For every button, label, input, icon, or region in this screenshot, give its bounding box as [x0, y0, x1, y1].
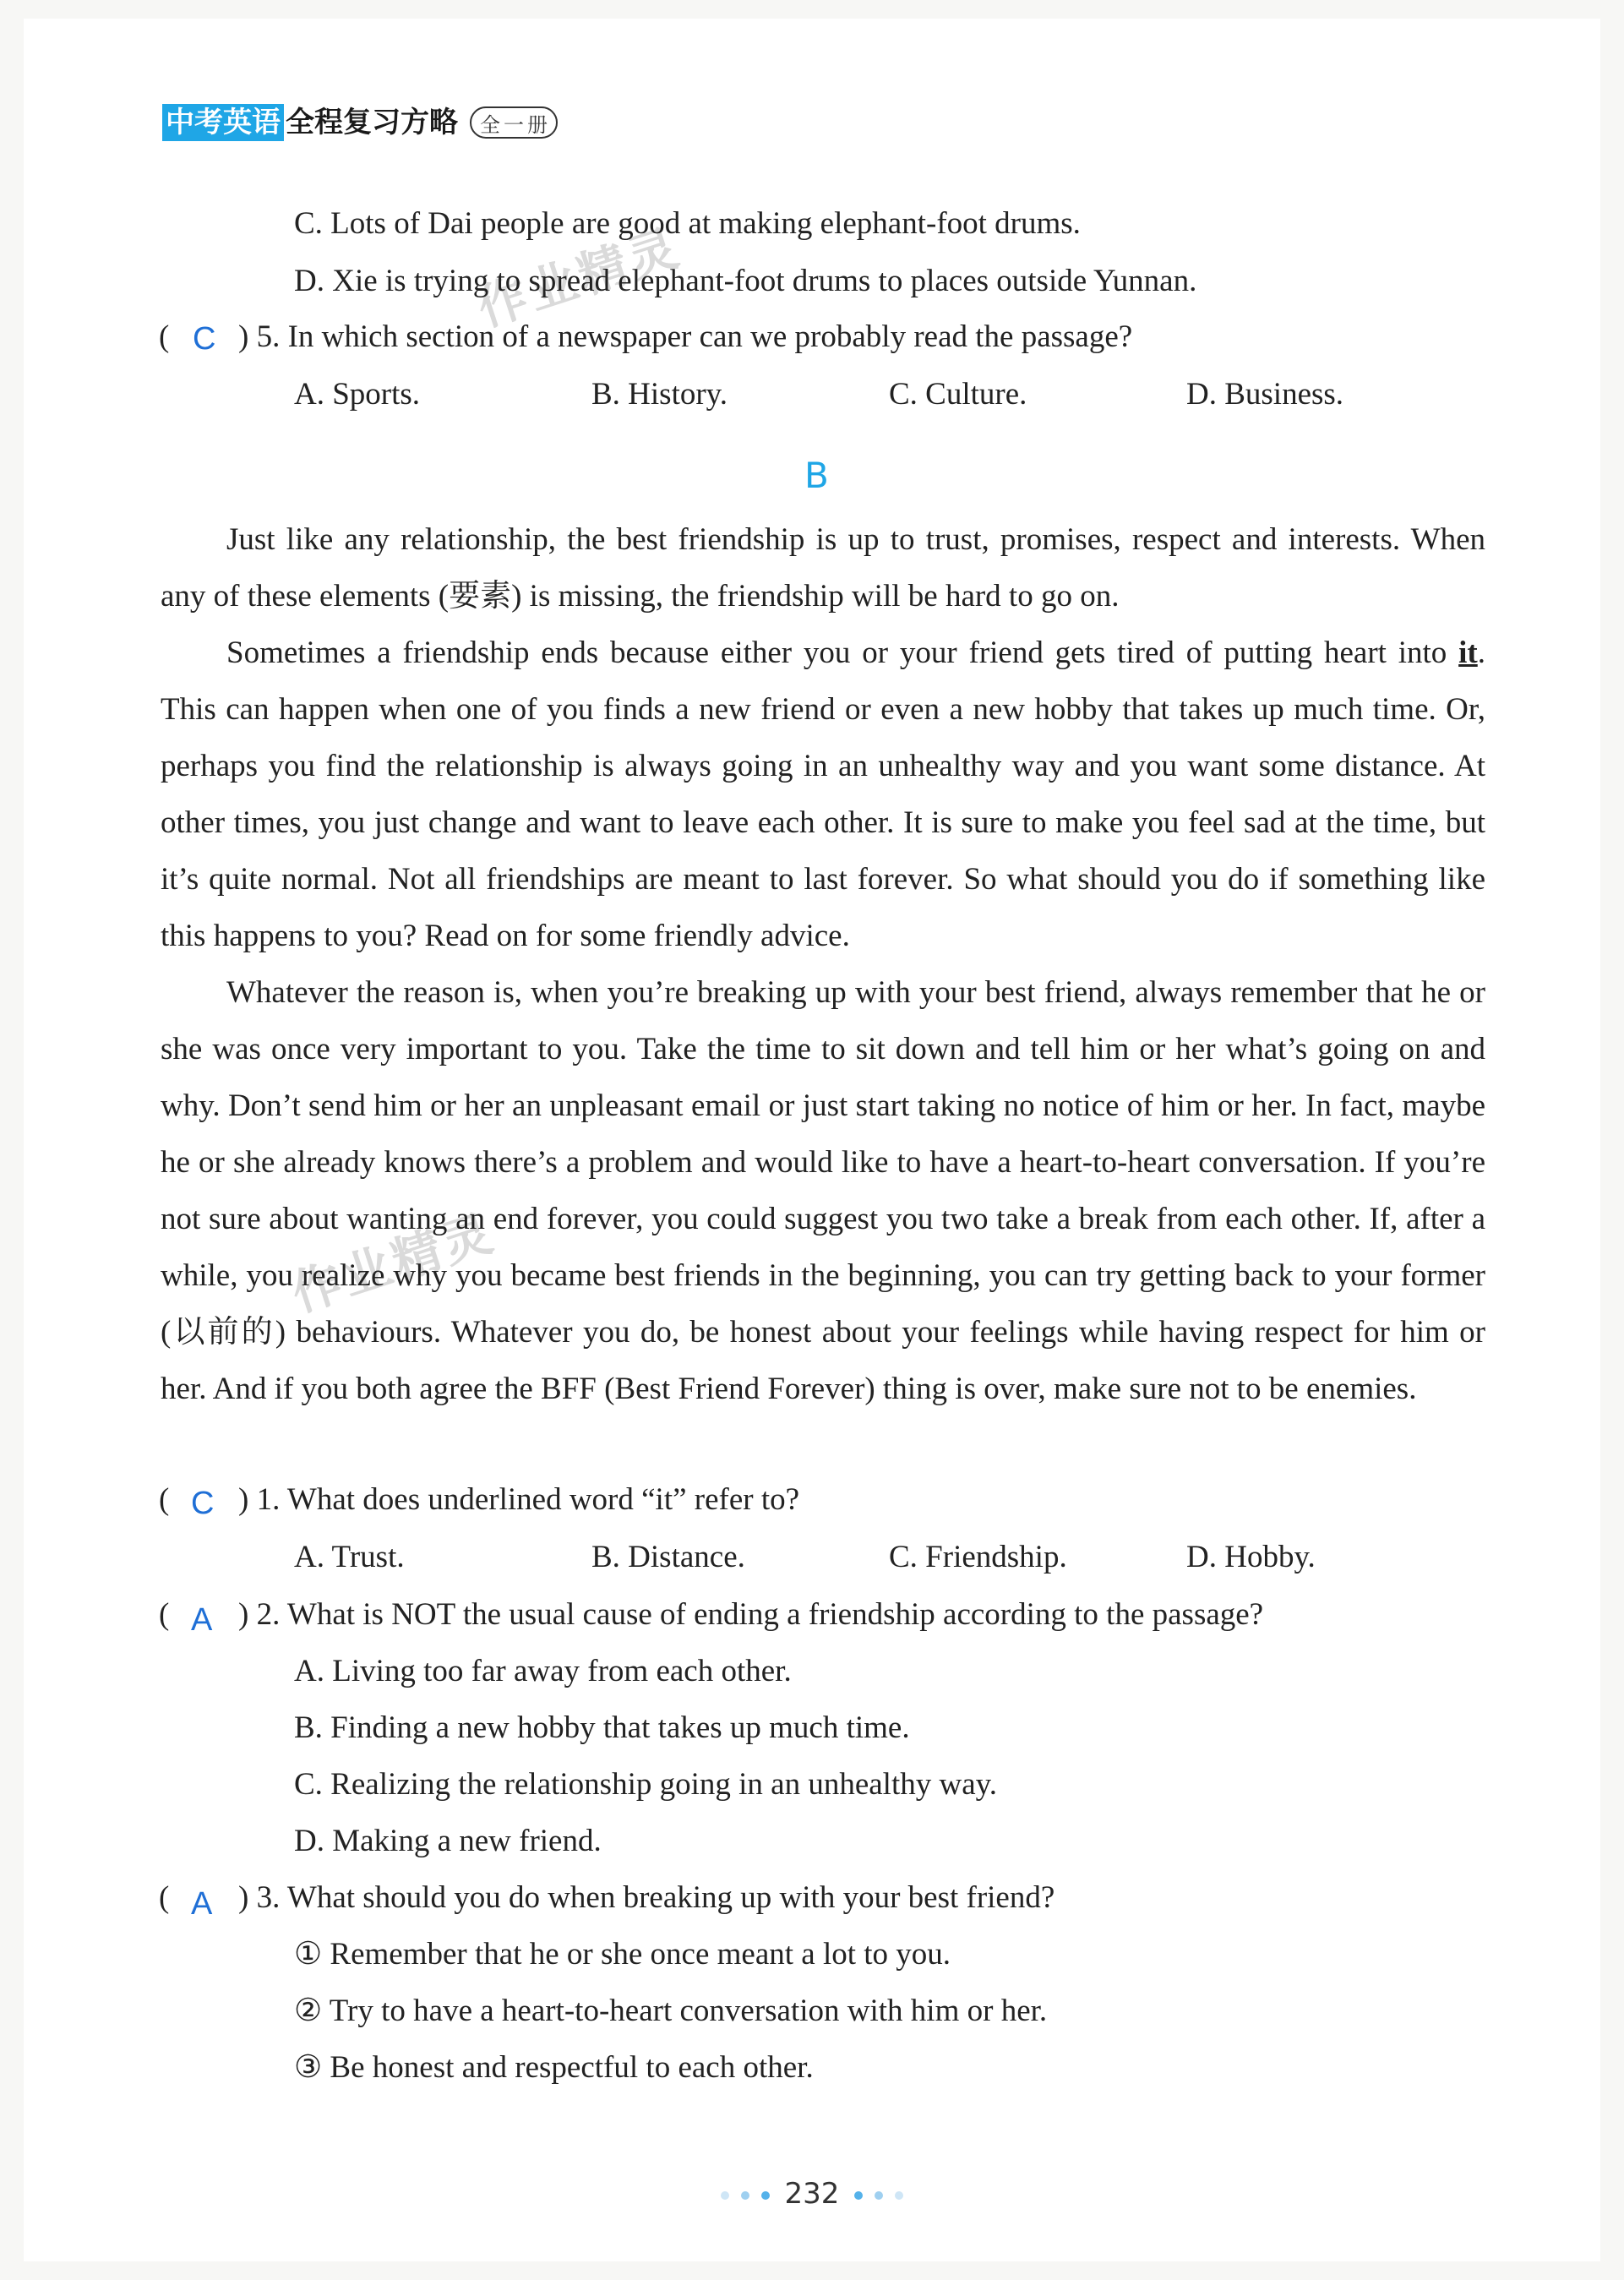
- passage-paragraph-2: [161, 625, 1485, 964]
- footer-dot: [721, 2191, 729, 2200]
- q5-option-a: A. Sports.: [294, 377, 421, 412]
- footer-dot: [761, 2191, 770, 2200]
- q3-statement-2: ② Try to have a heart-to-heart conversation with him or her.: [294, 1994, 1048, 2028]
- answer-paren-open: (: [159, 1482, 170, 1517]
- badge-char: 全: [480, 112, 500, 137]
- book-header: [162, 103, 558, 142]
- q3-statement-1: ① Remember that he or she once meant a lot to you.: [294, 1937, 951, 1972]
- q2-answer: A: [191, 1602, 213, 1638]
- header-volume-badge: [470, 106, 558, 139]
- q2-option-d: D. Making a new friend.: [294, 1824, 602, 1858]
- answer-paren-open: (: [159, 319, 170, 354]
- page-footer: [0, 2177, 1624, 2211]
- q1-answer: C: [191, 1486, 215, 1521]
- header-brand-highlight: 中考英语: [162, 104, 284, 141]
- underlined-word: it: [1458, 635, 1478, 670]
- passage-b: [161, 511, 1485, 1417]
- footer-dot: [854, 2191, 863, 2200]
- q1-option-b: B. Distance.: [591, 1540, 745, 1574]
- footer-dot: [875, 2191, 883, 2200]
- q3-stem: ) 3. What should you do when breaking up with your best friend?: [238, 1880, 1055, 1915]
- badge-char: 一: [504, 112, 524, 137]
- watermark: 作业精灵: [471, 218, 688, 338]
- q2-option-b: B. Finding a new hobby that takes up much time.: [294, 1710, 910, 1745]
- page-number: 232: [784, 2177, 840, 2211]
- q3-statement-3: ③ Be honest and respectful to each other.: [294, 2050, 814, 2085]
- q1-option-a: A. Trust.: [294, 1540, 405, 1574]
- footer-dot: [895, 2191, 903, 2200]
- passage-paragraph-1: Just like any relationship, the best friendship is up to trust, promises, respect and interests. When any of these elements (要素) is missing, the friendship will be hard to go on.: [161, 522, 1485, 614]
- answer-paren-open: (: [159, 1597, 170, 1632]
- section-label: B: [804, 455, 829, 496]
- para2-text-before: Sometimes a friendship ends because either you or your friend gets tired of putting heart into: [226, 635, 1459, 670]
- header-brand-title: 全程复习方略: [286, 106, 458, 139]
- passage-paragraph-3: Whatever the reason is, when you’re breaking up with your best friend, always remember that he or she was once very important to you. Take the time to sit down and tell him or her what’s going on and why. Don’t send him or her an unpleasant email or just start taking no notice of him or her. In fact, maybe he or she already knows there’s a problem and would like to have a heart-to-heart conversation. If you’re not sure about wanting an end forever, you could suggest you two take a break from each other. If, after a while, you realize why you became best friends in the beginning, you can try getting back to your former (以前的) behaviours. Whatever you do, be honest about your feelings while having respect for him or her. And if you both agree the BFF (Best Friend Forever) thing is over, make sure not to be enemies.: [161, 975, 1485, 1406]
- q4-option-c: C. Lots of Dai people are good at making elephant-foot drums.: [294, 206, 1081, 241]
- q5-answer: C: [193, 321, 216, 357]
- footer-dot: [741, 2191, 749, 2200]
- q5-option-c: C. Culture.: [889, 377, 1027, 412]
- q5-option-b: B. History.: [591, 377, 728, 412]
- q4-option-d: D. Xie is trying to spread elephant-foot drums to places outside Yunnan.: [294, 264, 1197, 298]
- q2-stem: ) 2. What is NOT the usual cause of ending a friendship according to the passage?: [238, 1597, 1264, 1632]
- q5-stem: ) 5. In which section of a newspaper can we probably read the passage?: [238, 319, 1133, 354]
- para2-text-after: . This can happen when one of you finds a new friend or even a new hobby that takes up much time. Or, perhaps you find the relationship is always going in an unhealthy way and you want some distance. At other times, you just change and want to leave each other. It is sure to make you feel sad at the time, but it’s quite normal. Not all friendships are meant to last forever. So what should you do if something like this happens to you? Read on for some friendly advice.: [161, 635, 1485, 953]
- q1-option-c: C. Friendship.: [889, 1540, 1067, 1574]
- answer-paren-open: (: [159, 1880, 170, 1915]
- q1-stem: ) 1. What does underlined word “it” refer to?: [238, 1482, 800, 1517]
- watermark: 作业精灵: [285, 1203, 502, 1323]
- badge-char: 册: [527, 112, 548, 137]
- q2-option-a: A. Living too far away from each other.: [294, 1654, 792, 1688]
- q1-option-d: D. Hobby.: [1186, 1540, 1316, 1574]
- q2-option-c: C. Realizing the relationship going in an unhealthy way.: [294, 1767, 997, 1802]
- q3-answer: A: [191, 1886, 213, 1922]
- q5-option-d: D. Business.: [1186, 377, 1344, 412]
